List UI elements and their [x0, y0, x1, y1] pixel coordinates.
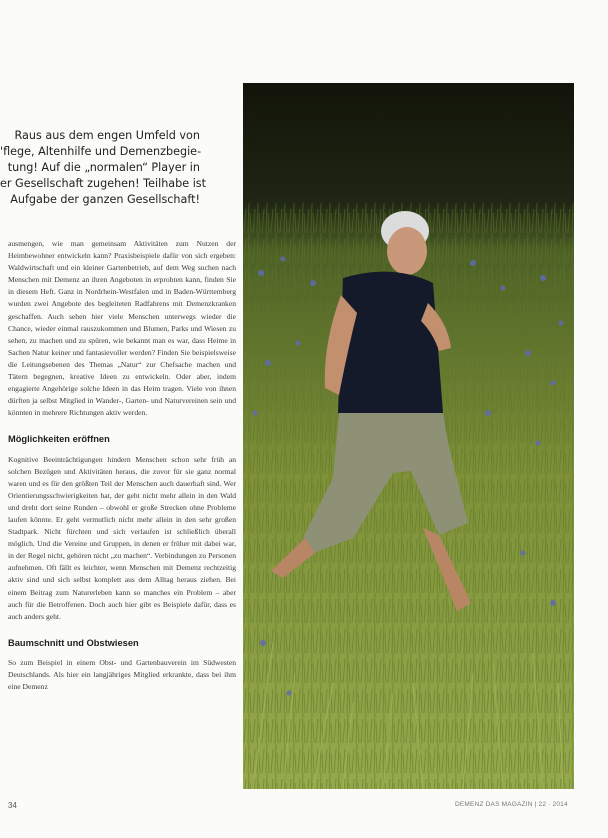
pull-quote-line: er Gesellschaft zugehen! Teilhabe ist: [0, 177, 207, 190]
meadow-photo-illustration: [243, 83, 574, 789]
pull-quote-line: Raus aus dem engen Umfeld von: [14, 129, 200, 142]
body-paragraph: Kognitive Beeinträchtigungen hindern Menschen schon sehr früh an solchen Bezügen und Aktivitäten heraus, die zuvor für sie ganz normal waren und es für den größten Teil der Menschen auch dauerhaft sind. Wer Orientierungsschwierigkeiten hat, der geht nicht mehr allein in den Wald und dreht dort seine Runden – obwohl er große Strecken ohne Probleme laufen könnte. Er geht vermutlich nicht mehr allein in den sehr großen Stadtpark. Nicht fürchten und sich verlaufen ist schließlich überall möglich. Und die Vereine und Gruppen, in denen er früher mit dabei war, in der Regel nicht, gehören nicht „zu machen“. Verbindungen zu Personen aufnehmen. Oft fällt es leichter, wenn Menschen mit Demenz rechtzeitig aktiv sind und sich selbst komplett aus dem Alltag heraus ziehen. Bei einem Beitrag zum Naturerleben kann so manches ein Problem – aber auch für die Betroffenen. Doch auch hier gibt es Beispiele dafür, dass es auch anders geht.: [8, 454, 236, 621]
article-photo: [243, 83, 574, 789]
pull-quote-line: tung! Auf die „normalen“ Player in: [7, 161, 200, 174]
article-body: [8, 238, 236, 693]
face: [387, 227, 427, 275]
pull-quote-line: Aufgabe der ganzen Gesellschaft!: [10, 193, 200, 206]
page-number: 34: [8, 801, 17, 810]
body-paragraph: ausmengen, wie man gemeinsam Aktivitäten zum Nutzen der Heimbewohner entwickeln kann? Praxisbeispiele dafür von sich ergeben: Waldwirtschaft und ein kleiner Gartenbetrieb, auf dem Weg suchen nach Menschen mit Demenz an ihren Angeboten in erprobten kann, finden Sie in diesem Heft. Ganz in Nordrhein-Westfalen und in Baden-Württemberg wurden zwei Angebote des begleiteten Radfahrens mit Demenzkranken geschaffen. Auch sehen hier viele Menschen unterwegs wieder die Chance, wieder einmal rauszukommen und Blumen, Parks und Wiesen zu sehen, zu machen und zu spüren, wie bekannt man es war, dass Heime in Sachen Natur keiner und fantasievoller werden? Finden Sie beispielsweise die Leitungsebenen des Themas „Natur“ zur Chefsache machen und Tätern begegnen, kreative Ideen zu entwickeln. Oder aber, indem engagierte Angehörige solche Ideen in das Heim tragen. Viele von ihnen dürften ja selbst Mitglied in Wander-, Garten- und Naturvereinen sein und könnten in mehrere Richtungen aktiv werden.: [8, 239, 236, 418]
section-heading: Baumschnitt und Obstwiesen: [8, 637, 139, 648]
pull-quote-line: 'flege, Altenhilfe und Demenzbegie-: [0, 145, 202, 158]
section-heading: Möglichkeiten eröffnen: [8, 434, 110, 445]
magazine-footer: DEMENZ DAS MAGAZIN | 22 · 2014: [455, 801, 568, 808]
body-paragraph: So zum Beispiel in einem Obst- und Gartenbauverein im Südwesten Deutschlands. Als hier ein langjähriges Mitglied erkrankte, dass bei ihm eine Demenz: [8, 657, 236, 692]
shirt: [338, 272, 443, 422]
pull-quote: [0, 128, 207, 208]
